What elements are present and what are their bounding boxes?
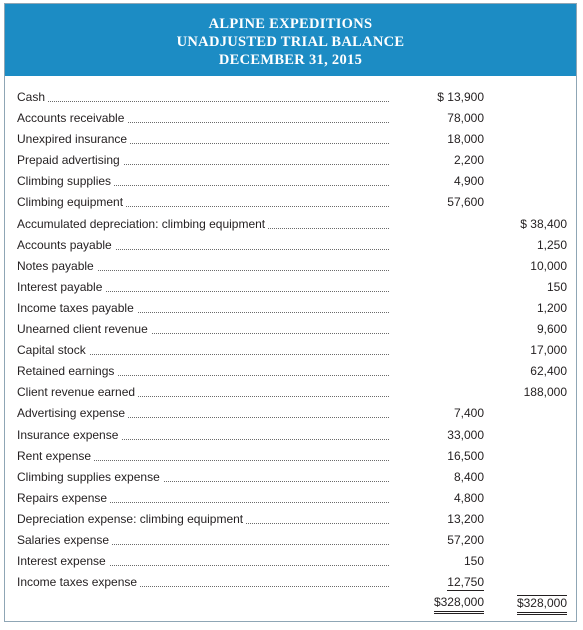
account-name: Income taxes payable xyxy=(17,301,137,315)
account-label xyxy=(17,111,389,126)
account-row xyxy=(5,192,576,213)
account-name: Accumulated depreciation: climbing equipment xyxy=(17,217,268,231)
account-name: Insurance expense xyxy=(17,428,121,442)
account-row xyxy=(5,214,576,235)
account-name: Interest payable xyxy=(17,280,105,294)
credit-amount: 188,000 xyxy=(523,385,567,400)
account-row xyxy=(5,87,576,108)
account-row xyxy=(5,129,576,150)
debit-amount: 16,500 xyxy=(447,448,484,463)
account-label xyxy=(17,428,389,443)
account-label xyxy=(17,449,389,464)
account-name: Interest expense xyxy=(17,554,109,568)
account-row xyxy=(5,108,576,129)
credit-amount: 17,000 xyxy=(530,343,567,358)
account-row xyxy=(5,551,576,572)
account-row xyxy=(5,403,576,424)
account-label xyxy=(17,90,389,105)
account-label xyxy=(17,217,389,232)
account-label xyxy=(17,343,389,358)
debit-amount: 12,750 xyxy=(447,575,484,590)
account-row xyxy=(5,171,576,192)
account-name: Unearned client revenue xyxy=(17,322,151,336)
debit-amount: $ 13,900 xyxy=(437,90,484,104)
account-list xyxy=(5,87,576,593)
trial-balance-panel xyxy=(4,3,577,622)
account-label xyxy=(17,132,389,147)
account-name: Cash xyxy=(17,90,48,104)
company-name: ALPINE EXPEDITIONS xyxy=(208,16,373,32)
account-name: Climbing supplies xyxy=(17,174,114,188)
account-label xyxy=(17,385,389,400)
account-row xyxy=(5,298,576,319)
account-name: Retained earnings xyxy=(17,364,117,378)
account-row xyxy=(5,382,576,403)
account-row xyxy=(5,572,576,593)
credit-amount: 1,250 xyxy=(536,237,567,252)
account-name: Income taxes expense xyxy=(17,575,140,589)
account-name: Climbing equipment xyxy=(17,195,126,209)
account-label xyxy=(17,512,389,527)
account-name: Unexpired insurance xyxy=(17,132,130,146)
account-row xyxy=(5,319,576,340)
debit-amount: 57,200 xyxy=(447,532,484,547)
credit-amount: 1,200 xyxy=(536,300,567,315)
account-name: Accounts payable xyxy=(17,238,115,252)
credit-total: $328,000 xyxy=(517,595,567,615)
account-label xyxy=(17,280,389,295)
statement-header xyxy=(5,4,576,76)
account-name: Depreciation expense: climbing equipment xyxy=(17,512,246,526)
statement-date: DECEMBER 31, 2015 xyxy=(218,52,363,68)
account-row xyxy=(5,467,576,488)
account-label xyxy=(17,322,389,337)
debit-amount: 4,800 xyxy=(453,490,484,505)
account-row xyxy=(5,256,576,277)
debit-amount: 150 xyxy=(463,554,484,569)
credit-amount: $ 38,400 xyxy=(520,216,567,231)
debit-amount: 7,400 xyxy=(453,406,484,421)
debit-total: $328,000 xyxy=(434,595,484,614)
statement-title: UNADJUSTED TRIAL BALANCE xyxy=(176,34,405,50)
debit-amount: 57,600 xyxy=(447,195,484,210)
account-label xyxy=(17,301,389,316)
account-row xyxy=(5,509,576,530)
account-label xyxy=(17,153,389,168)
account-label xyxy=(17,554,389,569)
account-label xyxy=(17,195,389,210)
account-name: Advertising expense xyxy=(17,406,128,420)
debit-amount: 33,000 xyxy=(447,427,484,442)
account-row xyxy=(5,277,576,298)
account-label xyxy=(17,406,389,421)
account-row xyxy=(5,425,576,446)
credit-amount: 10,000 xyxy=(530,258,567,273)
account-label xyxy=(17,364,389,379)
account-label xyxy=(17,238,389,253)
account-label xyxy=(17,491,389,506)
account-name: Prepaid advertising xyxy=(17,153,123,167)
debit-amount: 8,400 xyxy=(453,469,484,484)
account-label xyxy=(17,174,389,189)
debit-amount: 13,200 xyxy=(447,511,484,526)
account-name: Client revenue earned xyxy=(17,385,138,399)
account-name: Repairs expense xyxy=(17,491,110,505)
account-row xyxy=(5,446,576,467)
account-label xyxy=(17,470,389,485)
account-label xyxy=(17,259,389,274)
credit-amount: 9,600 xyxy=(536,322,567,337)
account-name: Rent expense xyxy=(17,449,94,463)
totals-row xyxy=(5,595,576,617)
account-name: Climbing supplies expense xyxy=(17,470,163,484)
account-name: Notes payable xyxy=(17,259,97,273)
debit-amount: 18,000 xyxy=(447,132,484,147)
debit-amount: 78,000 xyxy=(447,111,484,126)
debit-amount: 4,900 xyxy=(453,174,484,189)
account-name: Accounts receivable xyxy=(17,111,127,125)
account-name: Salaries expense xyxy=(17,533,112,547)
account-row xyxy=(5,340,576,361)
debit-amount: 2,200 xyxy=(453,153,484,168)
credit-amount: 150 xyxy=(546,279,567,294)
account-label xyxy=(17,575,389,590)
account-row xyxy=(5,488,576,509)
account-row xyxy=(5,530,576,551)
account-row xyxy=(5,361,576,382)
account-name: Capital stock xyxy=(17,343,89,357)
account-label xyxy=(17,533,389,548)
account-row xyxy=(5,235,576,256)
account-row xyxy=(5,150,576,171)
credit-amount: 62,400 xyxy=(530,364,567,379)
